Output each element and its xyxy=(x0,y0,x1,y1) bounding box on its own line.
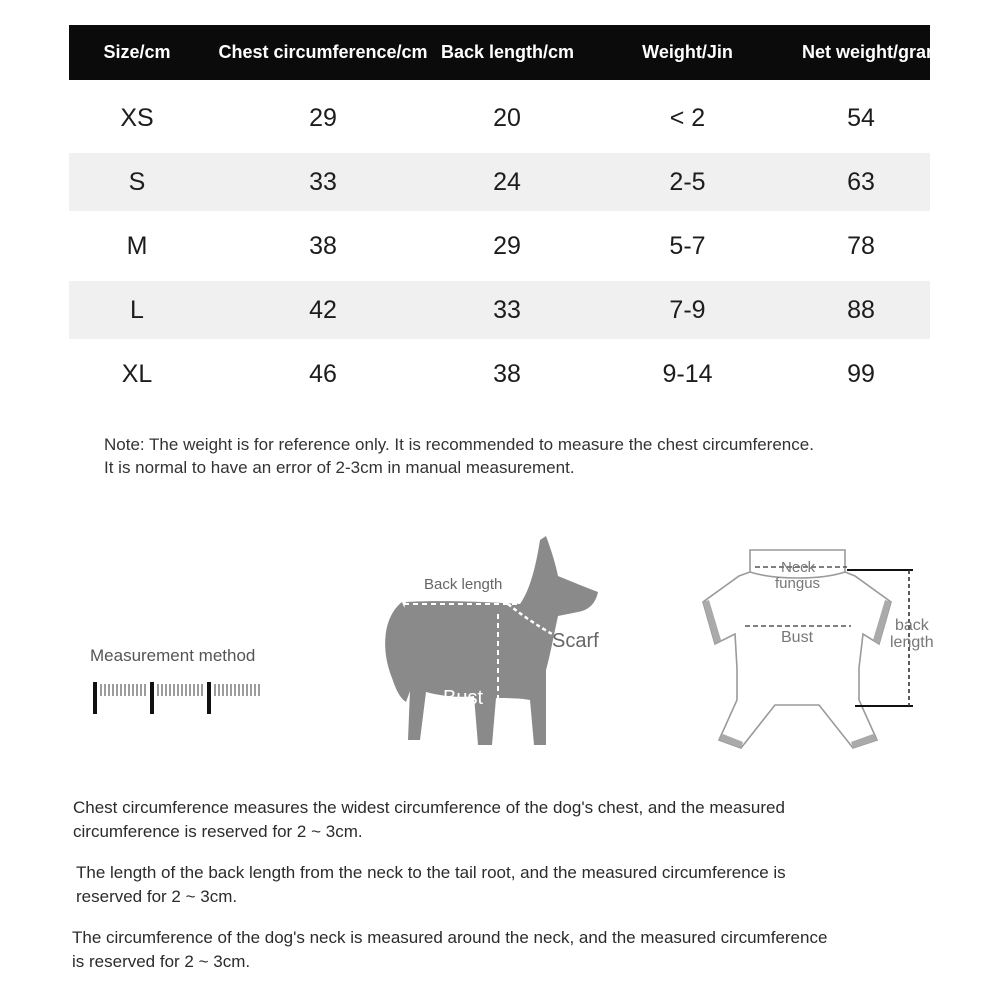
header-weight: Weight/Jin xyxy=(642,42,733,62)
table-row xyxy=(69,89,930,147)
header-chest: Chest circumference/cm xyxy=(218,42,428,62)
back-description xyxy=(76,861,956,909)
cell-size: L xyxy=(130,295,144,324)
back-length-label-line-2: length xyxy=(890,634,934,651)
header-net-weight: Net weight/gram xyxy=(802,42,943,62)
back-length-label: Back length xyxy=(424,576,503,593)
cell-size: XS xyxy=(120,103,154,132)
cell-chest: 46 xyxy=(309,359,337,388)
cell-back-length: 38 xyxy=(493,359,521,388)
table-header xyxy=(69,25,943,80)
header-size: Size/cm xyxy=(103,42,171,62)
size-chart-table xyxy=(69,25,943,403)
note-line-2: It is normal to have an error of 2-3cm in manual measurement. xyxy=(104,458,575,477)
cell-net-weight: 63 xyxy=(847,167,875,196)
cell-weight: 5-7 xyxy=(669,231,706,260)
chest-description xyxy=(73,796,953,844)
garment-diagram xyxy=(695,540,955,755)
chest-description-line-1: Chest circumference measures the widest circumference of the dog's chest, and the measured xyxy=(73,798,785,817)
cell-chest: 38 xyxy=(309,231,337,260)
cell-net-weight: 54 xyxy=(847,103,875,132)
cell-weight: 7-9 xyxy=(669,295,706,324)
header-back-length: Back length/cm xyxy=(441,42,575,62)
tape-measure-icon xyxy=(90,678,265,718)
back-description-line-1: The length of the back length from the neck to the tail root, and the measured circumference is xyxy=(76,863,786,882)
neck-description xyxy=(72,926,952,974)
back-length-label-line-1: back xyxy=(895,617,929,634)
cell-back-length: 33 xyxy=(493,295,521,324)
cell-back-length: 24 xyxy=(493,167,521,196)
neck-label-line-2: fungus xyxy=(775,575,821,592)
cell-net-weight: 99 xyxy=(847,359,875,388)
cell-chest: 29 xyxy=(309,103,337,132)
cell-back-length: 29 xyxy=(493,231,521,260)
neck-description-line-1: The circumference of the dog's neck is measured around the neck, and the measured circumference xyxy=(72,928,828,947)
note-line-1: Note: The weight is for reference only. It is recommended to measure the chest circumference. xyxy=(104,435,814,454)
cell-chest: 42 xyxy=(309,295,337,324)
cell-back-length: 20 xyxy=(493,103,521,132)
table-row xyxy=(69,217,930,275)
cell-chest: 33 xyxy=(309,167,337,196)
dog-diagram xyxy=(370,530,620,755)
cell-size: S xyxy=(128,167,146,196)
cell-weight: 2-5 xyxy=(669,167,706,196)
cell-size: M xyxy=(126,231,148,260)
cell-net-weight: 78 xyxy=(847,231,875,260)
garment-bust-label: Bust xyxy=(781,629,814,646)
table-row xyxy=(69,153,930,211)
cell-size: XL xyxy=(121,359,153,388)
chest-description-line-2: circumference is reserved for 2 ~ 3cm. xyxy=(73,822,363,841)
cell-weight: 9-14 xyxy=(662,359,713,388)
cell-net-weight: 88 xyxy=(847,295,875,324)
bust-label: Bust xyxy=(443,687,484,709)
table-row xyxy=(69,281,930,339)
back-description-line-2: reserved for 2 ~ 3cm. xyxy=(76,887,238,906)
reference-note xyxy=(104,433,934,479)
measurement-method-label: Measurement method xyxy=(90,646,256,665)
table-row xyxy=(69,345,930,403)
neck-label-line-1: Neck xyxy=(781,559,816,576)
neck-description-line-2: is reserved for 2 ~ 3cm. xyxy=(72,952,251,971)
cell-weight: < 2 xyxy=(669,103,706,132)
scarf-label: Scarf xyxy=(552,630,599,652)
